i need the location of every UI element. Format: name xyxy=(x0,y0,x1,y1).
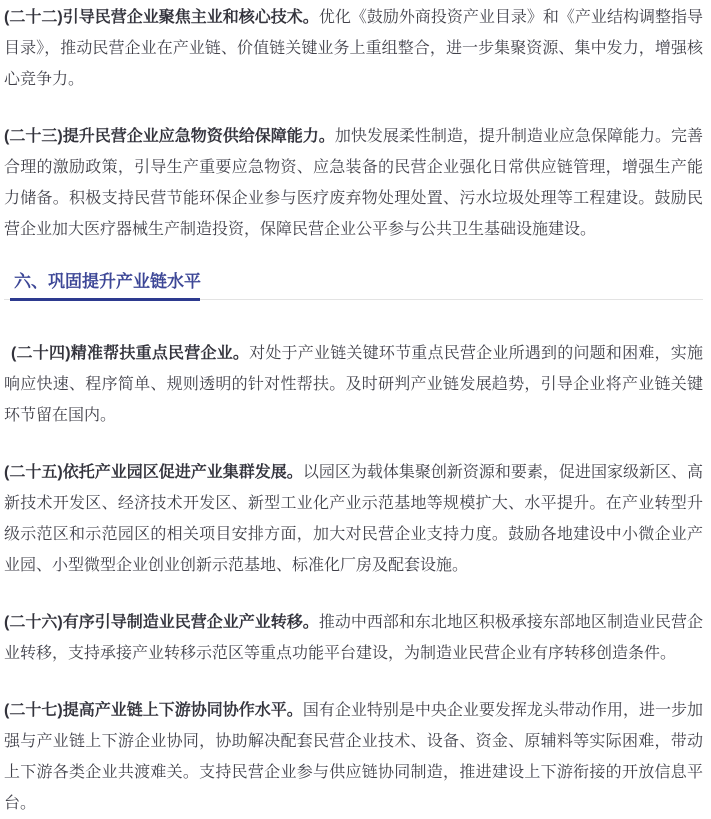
paragraph-24-body: 对处于产业链关键环节重点民营企业所遇到的问题和困难，实施响应快速、程序简单、规则透明的针对性帮扶。及时研判产业链发展趋势，引导企业将产业链关键环节留在国内。 xyxy=(4,345,703,424)
paragraph-23 xyxy=(4,121,703,245)
paragraph-27-lead: (二十七)提高产业链上下游协同协作水平。 xyxy=(4,702,303,719)
paragraph-26-body: 推动中西部和东北地区积极承接东部地区制造业民营企业转移，支持承接产业转移示范区等重点功能平台建设，为制造业民营企业有序转移创造条件。 xyxy=(4,614,703,662)
paragraph-24-lead: (二十四)精准帮扶重点民营企业。 xyxy=(11,345,250,362)
paragraph-25-lead: (二十五)依托产业园区促进产业集群发展。 xyxy=(4,464,303,481)
paragraph-23-lead: (二十三)提升民营企业应急物资供给保障能力。 xyxy=(4,128,335,145)
paragraph-25 xyxy=(4,457,703,581)
section-heading-6-label: 六、巩固提升产业链水平 xyxy=(14,272,201,291)
paragraph-25-body: 以园区为载体集聚创新资源和要素，促进国家级新区、高新技术开发区、经济技术开发区、新型工业化产业示范基地等规模扩大、水平提升。在产业转型升级示范区和示范园区的相关项目安排方面，加大对民营企业支持力度。鼓励各地建设中小微企业产业园、小型微型企业创业创新示范基地、标准化厂房及配套设施。 xyxy=(4,464,703,574)
paragraph-27-body: 国有企业特别是中央企业要发挥龙头带动作用，进一步加强与产业链上下游企业协同，协助解决配套民营企业技术、设备、资金、原辅料等实际困难，带动上下游各类企业共渡难关。支持民营企业参与供应链协同制造，推进建设上下游衔接的开放信息平台。 xyxy=(4,702,703,812)
paragraph-23-body: 加快发展柔性制造，提升制造业应急保障能力。完善合理的激励政策，引导生产重要应急物资、应急装备的民营企业强化日常供应链管理，增强生产能力储备。积极支持民营节能环保企业参与医疗废弃物处理处置、污水垃圾处理等工程建设。鼓励民营企业加大医疗器械生产制造投资，保障民营企业公平参与公共卫生基础设施建设。 xyxy=(4,128,703,238)
policy-document xyxy=(4,2,703,819)
paragraph-22 xyxy=(4,2,703,95)
paragraph-26 xyxy=(4,607,703,669)
paragraph-22-body: 优化《鼓励外商投资产业目录》和《产业结构调整指导目录》，推动民营企业在产业链、价值链关键业务上重组整合，进一步集聚资源、集中发力，增强核心竞争力。 xyxy=(4,9,703,88)
paragraph-26-lead: (二十六)有序引导制造业民营企业产业转移。 xyxy=(4,614,319,631)
paragraph-27 xyxy=(4,695,703,819)
section-heading-6 xyxy=(4,271,703,300)
paragraph-22-lead: (二十二)引导民营企业聚焦主业和核心技术。 xyxy=(4,9,319,26)
paragraph-24 xyxy=(4,338,703,431)
